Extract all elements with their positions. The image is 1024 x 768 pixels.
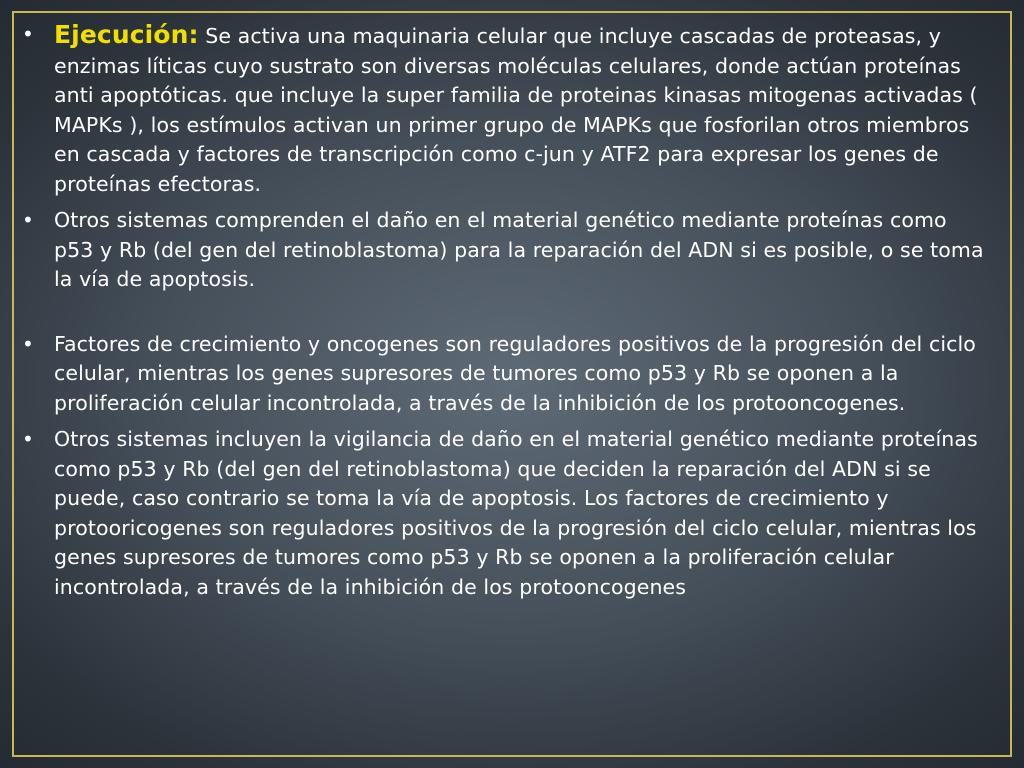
- bullet-dot-icon: •: [22, 22, 34, 46]
- bullet-dot-icon: •: [22, 427, 34, 451]
- slide-content: [20, 20, 992, 602]
- bullet-term: Ejecución:: [54, 20, 199, 49]
- bullet-dot-icon: •: [22, 208, 34, 232]
- bullet-text: Se activa una maquinaria celular que incluye cascadas de proteasas, y enzimas líticas cuyo sustrato son diversas moléculas celulares, donde actúan proteínas anti apoptóticas. que incluye la super familia de proteinas kinasas mitogenas activadas ( MAPKs ), los estímulos activan un primer grupo de MAPKs que fosforilan otros miembros en cascada y factores de transcripción como c-jun y ATF2 para expresar los genes de proteínas efectoras.: [54, 24, 978, 196]
- bullet-factores-crecimiento: [20, 330, 992, 419]
- bullet-text: Factores de crecimiento y oncogenes son reguladores positivos de la progresión del ciclo celular, mientras los genes supresores de tumores como p53 y Rb se oponen a la proliferación celular incontrolada, a través de la inhibición de los protooncogenes.: [54, 331, 976, 415]
- bullet-vigilancia-dano: [20, 425, 992, 602]
- bullet-text: Otros sistemas comprenden el daño en el material genético mediante proteínas como p53 y Rb (del gen del retinoblastoma) para la reparación del ADN si es posible, o se toma la vía de apoptosis.: [54, 208, 984, 291]
- bullet-dot-icon: •: [22, 331, 34, 356]
- bullet-text: Otros sistemas incluyen la vigilancia de daño en el material genético mediante proteínas como p53 y Rb (del gen del retinoblastoma) que deciden la reparación del ADN si se puede, caso contrario se toma la vía de apoptosis. Los factores de crecimiento y protooricogenes son reguladores positivos de la progresión del ciclo celular, mientras los genes supresores de tumores como p53 y Rb se oponen a la proliferación celular incontrolada, a través de la inhibición de los protooncogenes: [54, 427, 978, 599]
- bullet-otros-sistemas: [20, 206, 992, 295]
- bullet-ejecucion: [20, 20, 992, 199]
